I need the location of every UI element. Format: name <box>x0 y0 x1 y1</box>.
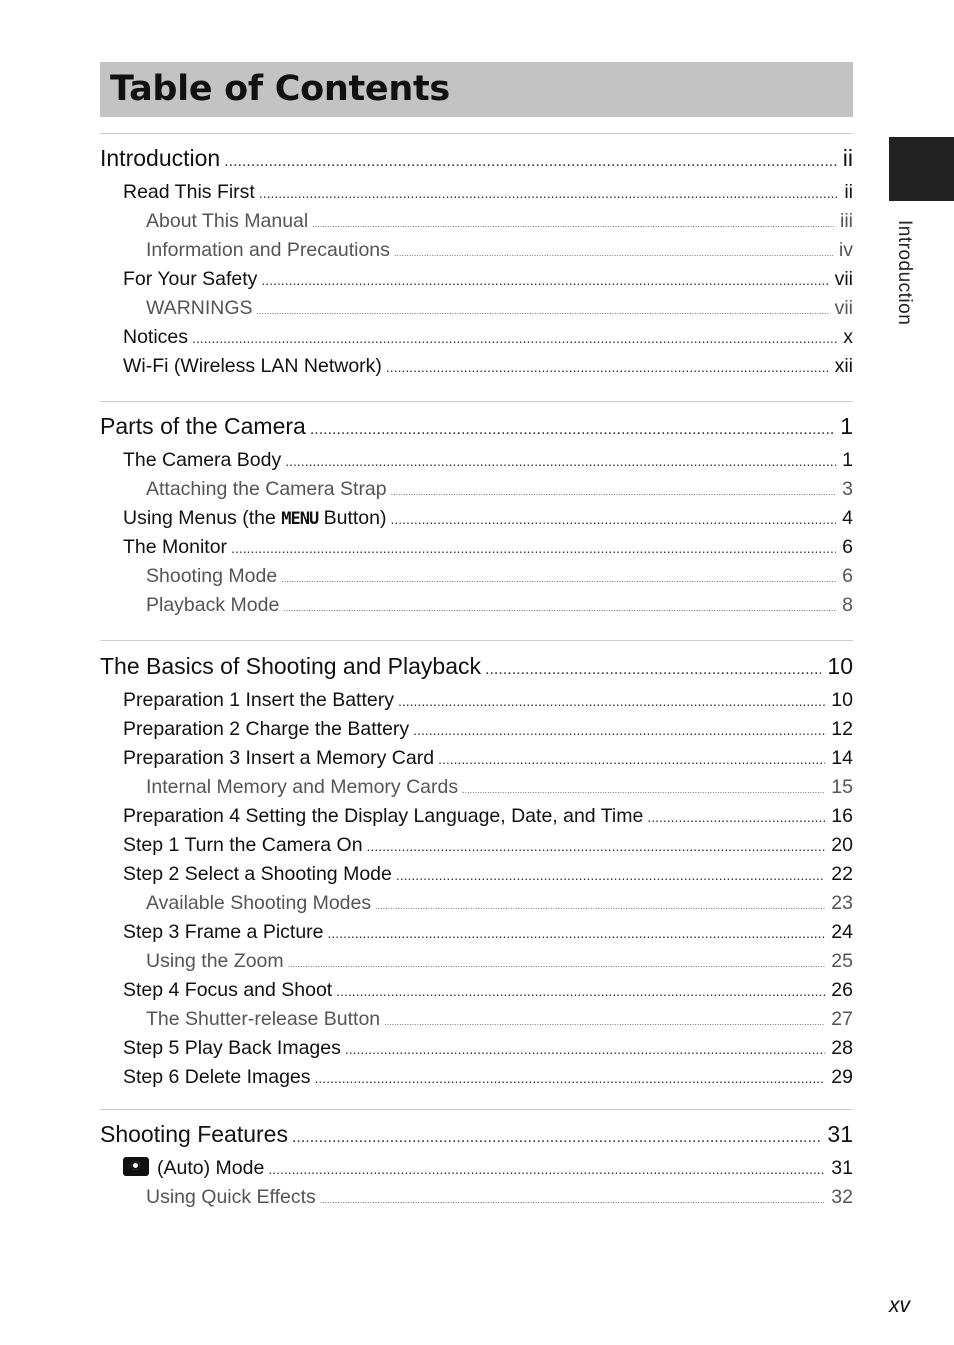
toc-entry[interactable] <box>100 536 853 565</box>
toc-entry-page: 1 <box>842 449 853 471</box>
toc-entry-text: For Your Safety <box>123 268 258 290</box>
page-number: xv <box>889 1294 910 1317</box>
toc-entry-page: 29 <box>831 1066 853 1088</box>
toc-entry[interactable] <box>100 805 853 834</box>
dot-leader <box>485 661 821 679</box>
toc-entry-page: 28 <box>831 1037 853 1059</box>
toc-entry[interactable] <box>100 145 853 181</box>
dot-leader <box>288 959 826 969</box>
toc-entry-page: xii <box>834 355 853 377</box>
toc-entry[interactable] <box>100 594 853 623</box>
page-title: Table of Contents <box>110 69 450 109</box>
toc-entry-text-after: Button) <box>318 507 387 529</box>
dot-leader <box>367 838 826 854</box>
toc-entry-label <box>146 594 283 617</box>
dot-leader <box>391 511 837 527</box>
toc-entry-page: 26 <box>831 979 853 1001</box>
dot-leader <box>394 248 833 258</box>
dot-leader <box>259 185 838 201</box>
toc-entry-text: Step 5 Play Back Images <box>123 1037 341 1059</box>
toc-entry-label <box>123 536 231 559</box>
toc-entry[interactable] <box>100 1186 853 1215</box>
toc-entry[interactable] <box>100 268 853 297</box>
toc-entry-label <box>123 1066 315 1089</box>
toc-entry-text: About This Manual <box>146 210 309 232</box>
dot-leader <box>391 487 837 497</box>
toc-entry-text: Step 6 Delete Images <box>123 1066 311 1088</box>
toc-entry-text: Using Menus (the <box>123 507 282 529</box>
toc-entry-label <box>100 653 485 680</box>
dot-leader <box>396 867 825 883</box>
toc-entry-text: Wi-Fi (Wireless LAN Network) <box>123 355 382 377</box>
toc-entry[interactable] <box>100 413 853 449</box>
dot-leader <box>224 153 837 171</box>
toc-entry[interactable] <box>100 776 853 805</box>
toc-entry-text: Preparation 2 Charge the Battery <box>123 718 410 740</box>
toc-entry-page: 10 <box>827 653 853 679</box>
toc-entry-page: x <box>843 326 853 348</box>
toc-entry-label <box>123 921 328 944</box>
toc-entry-page: 20 <box>831 834 853 856</box>
toc-entry-text: Available Shooting Modes <box>146 892 372 914</box>
toc-entry[interactable] <box>100 718 853 747</box>
dot-leader <box>345 1041 825 1057</box>
toc-entry-page: 31 <box>831 1157 853 1179</box>
toc-entry-text: Preparation 3 Insert a Memory Card <box>123 747 435 769</box>
dot-leader <box>386 359 829 375</box>
toc-entry[interactable] <box>100 1008 853 1037</box>
toc-entry-page: 15 <box>831 776 853 798</box>
toc-entry-label <box>123 979 336 1002</box>
toc-entry-page: vii <box>834 297 853 319</box>
menu-button-glyph: MENU <box>281 509 319 529</box>
toc-entry-text: (Auto) Mode <box>157 1157 265 1179</box>
dot-leader <box>283 603 836 613</box>
toc-entry-page: 12 <box>831 718 853 740</box>
toc-entry[interactable] <box>100 181 853 210</box>
chapter-tab-text: Introduction <box>894 220 915 326</box>
toc-entry-text: WARNINGS <box>146 297 253 319</box>
toc-entry[interactable] <box>100 355 853 384</box>
toc-entry-label <box>123 507 391 530</box>
toc-entry-label <box>146 210 312 233</box>
toc-entry[interactable] <box>100 326 853 355</box>
toc-entry[interactable] <box>100 1121 853 1157</box>
toc-entry-text: Read This First <box>123 181 255 203</box>
toc-entry[interactable] <box>100 863 853 892</box>
toc-entry-text: Step 3 Frame a Picture <box>123 921 324 943</box>
toc-entry-page: 22 <box>831 863 853 885</box>
toc-entry-page: ii <box>842 145 853 171</box>
toc-entry-page: 32 <box>831 1186 853 1208</box>
toc-entry-page: 31 <box>827 1121 853 1147</box>
toc-entry[interactable] <box>100 892 853 921</box>
toc-entry-page: 14 <box>831 747 853 769</box>
dot-leader <box>261 272 828 288</box>
toc-entry-label <box>146 1008 384 1031</box>
toc-entry[interactable] <box>100 747 853 776</box>
dot-leader <box>384 1017 825 1027</box>
toc-section <box>100 401 853 623</box>
toc-entry-page: 4 <box>842 507 853 529</box>
dot-leader <box>292 1129 821 1147</box>
toc-entry[interactable] <box>100 1037 853 1066</box>
toc-entry-label <box>146 1186 320 1209</box>
toc-entry[interactable] <box>100 834 853 863</box>
toc-section <box>100 640 853 1095</box>
toc-entry[interactable] <box>100 297 853 326</box>
dot-leader <box>257 306 829 316</box>
toc-entry-text: Using the Zoom <box>146 950 284 972</box>
toc-entry-text: The Monitor <box>123 536 228 558</box>
toc-entry[interactable] <box>100 1157 853 1186</box>
toc-entry-text: Internal Memory and Memory Cards <box>146 776 459 798</box>
toc-entry[interactable] <box>100 507 853 536</box>
dot-leader <box>375 901 825 911</box>
dot-leader <box>312 219 834 229</box>
toc-entry-text: Step 2 Select a Shooting Mode <box>123 863 392 885</box>
dot-leader <box>320 1195 826 1205</box>
dot-leader <box>328 925 826 941</box>
toc-entry[interactable] <box>100 210 853 239</box>
toc-entry-page: 10 <box>831 689 853 711</box>
dot-leader <box>285 453 836 469</box>
toc-entry-label <box>123 834 367 857</box>
toc-entry-page: 6 <box>842 536 853 558</box>
camera-icon <box>123 1157 149 1176</box>
toc-entry-page: 6 <box>842 565 853 587</box>
dot-leader <box>413 722 825 738</box>
toc-entry-label <box>100 1121 292 1148</box>
toc-entry-text: Playback Mode <box>146 594 280 616</box>
toc-entry-label <box>123 326 192 349</box>
toc-entry-text: Parts of the Camera <box>100 413 306 439</box>
dot-leader <box>647 809 825 825</box>
toc-entry-text: Using Quick Effects <box>146 1186 316 1208</box>
toc-entry-text: Introduction <box>100 145 221 171</box>
toc-entry[interactable] <box>100 239 853 268</box>
toc-entry-label <box>123 718 413 741</box>
toc-entry[interactable] <box>100 449 853 478</box>
toc-entry-page: 16 <box>831 805 853 827</box>
toc-entry[interactable] <box>100 478 853 507</box>
toc-entry[interactable] <box>100 689 853 718</box>
toc-entry-page: 3 <box>842 478 853 500</box>
toc-entry-page: 23 <box>831 892 853 914</box>
toc-entry-text: Attaching the Camera Strap <box>146 478 387 500</box>
toc-entry-page: ii <box>844 181 853 203</box>
title-bar <box>100 62 853 117</box>
toc-entry-label <box>123 1037 345 1060</box>
dot-leader <box>268 1161 825 1177</box>
toc-entry[interactable] <box>100 979 853 1008</box>
toc-entry-text: Shooting Mode <box>146 565 278 587</box>
toc-entry-page: 1 <box>840 413 853 439</box>
dot-leader <box>398 693 825 709</box>
dot-leader <box>231 540 836 556</box>
toc-entry-page: 24 <box>831 921 853 943</box>
toc-entry-text: The Basics of Shooting and Playback <box>100 653 482 679</box>
dot-leader <box>462 785 825 795</box>
toc-entry-text: Step 1 Turn the Camera On <box>123 834 363 856</box>
toc-entry-text: Step 4 Focus and Shoot <box>123 979 333 1001</box>
toc-entry-label <box>146 478 391 501</box>
toc-entry-label <box>146 950 288 973</box>
toc-entry[interactable] <box>100 1066 853 1095</box>
toc-entry[interactable] <box>100 653 853 689</box>
toc-entry[interactable] <box>100 565 853 594</box>
dot-leader <box>315 1070 826 1086</box>
dot-leader <box>438 751 825 767</box>
toc-entry-text: Preparation 4 Setting the Display Language, Date, and Time <box>123 805 644 827</box>
toc-entry-text: Information and Precautions <box>146 239 390 261</box>
toc-entry-label <box>100 145 224 172</box>
toc-entry-label <box>100 413 310 440</box>
toc-entry-text: The Camera Body <box>123 449 282 471</box>
toc-entry-label <box>123 747 438 770</box>
dot-leader <box>336 983 825 999</box>
toc-entry-page: 27 <box>831 1008 853 1030</box>
dot-leader <box>281 574 836 584</box>
toc-entry-label <box>146 239 394 262</box>
toc-entry[interactable] <box>100 921 853 950</box>
toc-entry-label <box>146 776 462 799</box>
toc-entry-label <box>146 297 257 320</box>
toc-entry-label <box>123 355 386 378</box>
toc-entry-text: Shooting Features <box>100 1121 288 1147</box>
toc-entry[interactable] <box>100 950 853 979</box>
dot-leader <box>310 421 834 439</box>
toc-entry-label <box>123 689 398 712</box>
toc-entry-page: vii <box>834 268 853 290</box>
toc-section <box>100 133 853 384</box>
toc-entry-label <box>146 565 281 588</box>
toc-entry-label <box>123 449 285 472</box>
toc-entry-page: 8 <box>842 594 853 616</box>
toc-entry-label <box>123 268 261 291</box>
toc-entry-page: iii <box>840 210 853 232</box>
toc-entry-label <box>123 1157 268 1180</box>
toc-entry-label <box>123 805 647 828</box>
toc-entry-label <box>146 892 375 915</box>
toc-entry-page: iv <box>838 239 853 261</box>
toc-entry-text: Preparation 1 Insert the Battery <box>123 689 394 711</box>
toc-section <box>100 1109 853 1215</box>
toc-entry-text: The Shutter-release Button <box>146 1008 381 1030</box>
toc-entry-page: 25 <box>831 950 853 972</box>
chapter-tab-label <box>893 220 923 340</box>
toc-entry-label <box>123 181 259 204</box>
dot-leader <box>192 330 837 346</box>
toc-entry-text: Notices <box>123 326 189 348</box>
chapter-tab-marker <box>889 137 954 201</box>
toc-entry-label <box>123 863 396 886</box>
